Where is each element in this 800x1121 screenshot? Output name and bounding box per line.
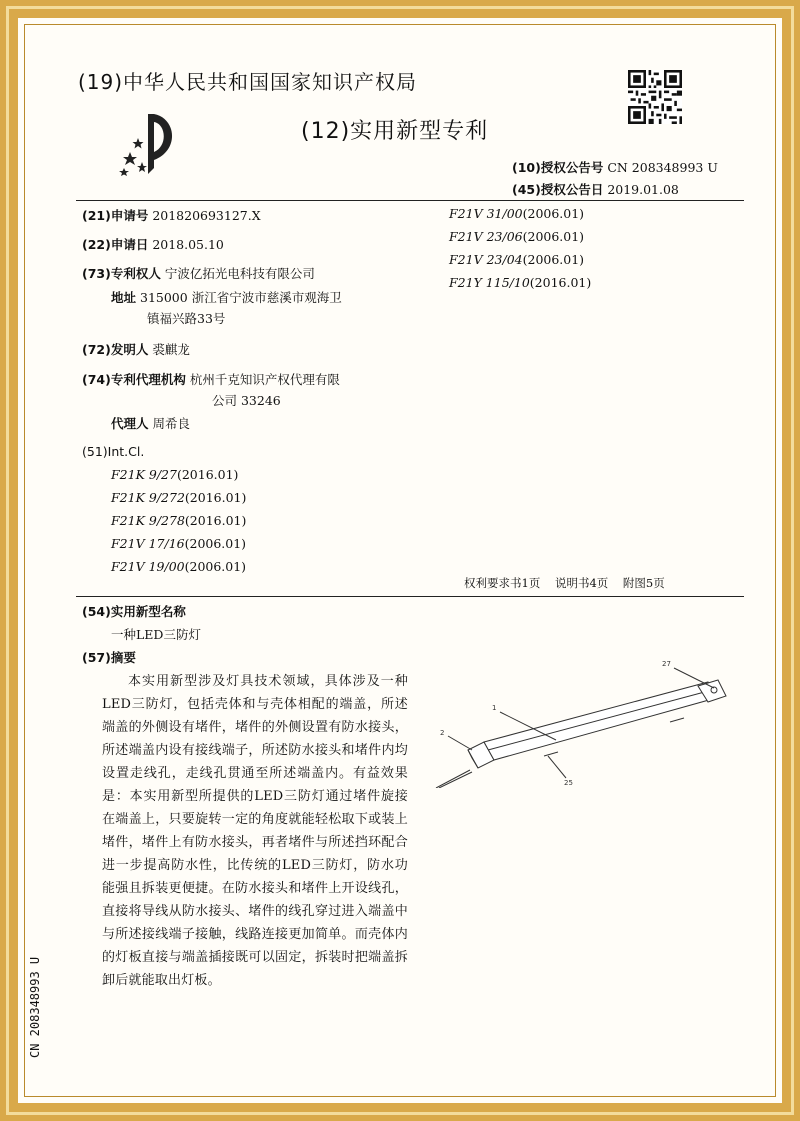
intcl-list-right xyxy=(449,206,591,298)
qr-code xyxy=(628,70,682,124)
app-date: 2018.05.10 xyxy=(152,237,224,252)
intcl-label: (51)Int.Cl. xyxy=(82,444,145,459)
title-label: (54)实用新型名称 xyxy=(82,604,186,619)
intcl-code: F21V 23/04 xyxy=(449,252,523,267)
address-row xyxy=(111,288,342,306)
side-publication-number: CN 208348993 U xyxy=(28,956,42,1058)
figure-label-2: 2 xyxy=(440,729,445,737)
figure-label-1: 1 xyxy=(492,704,497,712)
intcl-code: F21K 9/27 xyxy=(111,467,177,482)
intcl-item xyxy=(111,467,246,490)
intcl-version: (2016.01) xyxy=(176,467,239,482)
agency-line-1: 杭州千克知识产权代理有限 xyxy=(189,372,340,387)
app-number-row xyxy=(82,206,261,224)
patent-page xyxy=(18,18,782,1103)
office-name: (19)中华人民共和国国家知识产权局 xyxy=(78,70,418,94)
page-counts: 权利要求书1页 说明书4页 附图5页 xyxy=(464,576,665,590)
agency-label: (74)专利代理机构 xyxy=(82,372,186,387)
address-label: 地址 xyxy=(111,290,137,305)
intcl-code: F21V 17/16 xyxy=(111,536,185,551)
intcl-version: (2006.01) xyxy=(184,559,247,574)
document-type: (12)实用新型专利 xyxy=(301,119,489,144)
intcl-code: F21K 9/272 xyxy=(111,490,185,505)
pub-number-label: (10)授权公告号 xyxy=(512,160,604,175)
abstract-text: 本实用新型涉及灯具技术领域，具体涉及一种LED三防灯，包括壳体和与壳体相配的端盖，所述端盖的外侧设有堵件，堵件的外侧设置有防水接头，所述端盖内设有接线端子，所述防水接头和堵件内均设置走线孔，走线孔贯通至所述端盖内。有益效果是：本实用新型所提供的LED三防灯通过堵件旋接在端盖上，只要旋转一定的角度就能轻松取下或装上堵件，堵件上有防水接头，再者堵件与所述挡环配合进一步提高防水性，比传统的LED三防灯，防水功能强且拆装更便捷。在防水接头和堵件上开设线孔，直接将导线从防水接头、堵件的线孔穿过进入端盖中与所述接线端子接触，线路连接更加简单。而壳体内的灯板直接与端盖插接既可以固定，拆装时把端盖拆卸后就能取出灯板。 xyxy=(102,674,408,988)
intcl-item xyxy=(111,513,246,536)
intcl-version: (2006.01) xyxy=(522,252,585,267)
intcl-version: (2006.01) xyxy=(522,229,585,244)
cnipa-emblem-logo xyxy=(114,108,184,180)
app-number-label: (21)申请号 xyxy=(82,208,149,223)
intcl-version: (2016.01) xyxy=(184,490,247,505)
app-number: 201820693127.X xyxy=(152,208,261,223)
intcl-item xyxy=(449,206,591,229)
inventor-label: (72)发明人 xyxy=(82,342,149,357)
intcl-item xyxy=(449,229,591,252)
intcl-item xyxy=(449,275,591,298)
abstract-figure-lamp xyxy=(408,638,748,788)
figure-label-25: 25 xyxy=(564,779,573,787)
section-divider xyxy=(76,596,744,597)
agent-row xyxy=(111,414,190,432)
intcl-item xyxy=(111,559,246,582)
intcl-list-left xyxy=(111,467,246,582)
header-divider xyxy=(76,200,744,201)
inventor: 裘麒龙 xyxy=(152,342,190,357)
intcl-code: F21V 23/06 xyxy=(449,229,523,244)
pub-number-row xyxy=(512,158,718,176)
patentee-row xyxy=(82,264,315,282)
agency-line-2: 公司 33246 xyxy=(212,393,281,408)
abstract-label: (57)摘要 xyxy=(82,650,136,665)
pub-date-row xyxy=(512,180,679,198)
intcl-item xyxy=(111,490,246,513)
app-date-label: (22)申请日 xyxy=(82,237,149,252)
intcl-code: F21Y 115/10 xyxy=(449,275,530,290)
agent: 周希良 xyxy=(152,416,191,431)
intcl-version: (2016.01) xyxy=(184,513,247,528)
inventor-row xyxy=(82,340,190,358)
address-line-1: 315000 浙江省宁波市慈溪市观海卫 xyxy=(140,290,342,305)
intcl-code: F21V 31/00 xyxy=(449,206,523,221)
intcl-code: F21K 9/278 xyxy=(111,513,185,528)
patentee: 宁波亿拓光电科技有限公司 xyxy=(164,266,315,281)
pub-date: 2019.01.08 xyxy=(607,182,679,197)
intcl-version: (2006.01) xyxy=(522,206,585,221)
intcl-version: (2006.01) xyxy=(184,536,247,551)
pub-date-label: (45)授权公告日 xyxy=(512,182,604,197)
patentee-label: (73)专利权人 xyxy=(82,266,161,281)
intcl-version: (2016.01) xyxy=(529,275,592,290)
figure-label-27: 27 xyxy=(662,660,671,668)
address-line-2: 镇福兴路33号 xyxy=(147,311,226,326)
utility-model-title: 一种LED三防灯 xyxy=(111,627,201,642)
intcl-item xyxy=(449,252,591,275)
lamp-cable xyxy=(436,770,470,788)
agency-row xyxy=(82,370,340,388)
pub-number: CN 208348993 U xyxy=(607,160,718,175)
intcl-item xyxy=(111,536,246,559)
agent-label: 代理人 xyxy=(111,416,149,431)
intcl-code: F21V 19/00 xyxy=(111,559,185,574)
app-date-row xyxy=(82,235,224,253)
